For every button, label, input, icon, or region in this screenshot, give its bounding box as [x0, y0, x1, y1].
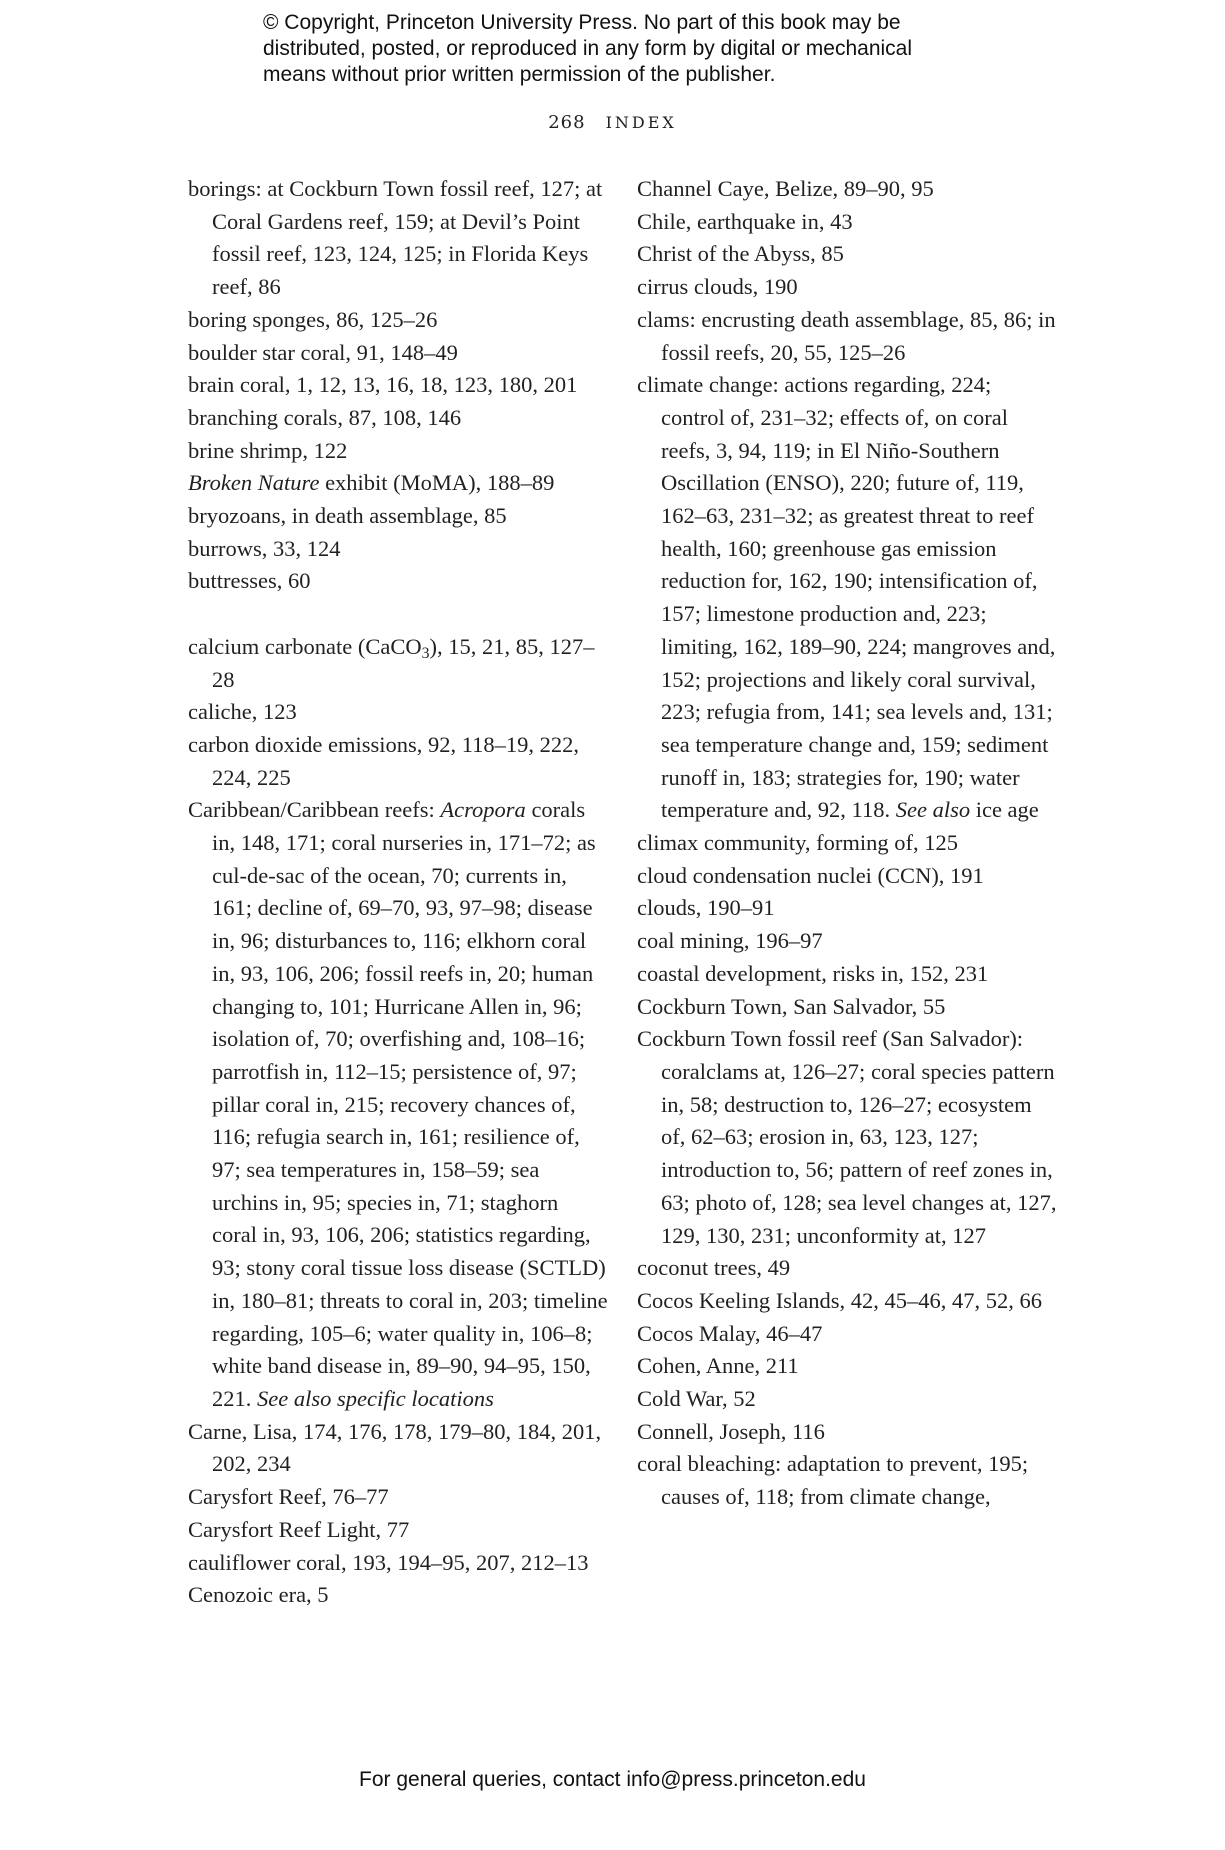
index-entry: Carysfort Reef, 76–77	[188, 1484, 389, 1510]
index-column-left	[188, 173, 608, 1612]
index-entry: buttresses, 60	[188, 568, 311, 594]
index-column-right	[637, 173, 1057, 1514]
index-entry: bryozoans, in death assemblage, 85	[188, 503, 507, 529]
index-entry	[188, 467, 608, 500]
index-entry: Christ of the Abyss, 85	[637, 241, 844, 267]
index-entry	[188, 794, 608, 1415]
index-entry: brine shrimp, 122	[188, 437, 348, 463]
index-entry: Cold War, 52	[637, 1386, 756, 1412]
index-entry: carbon dioxide emissions, 92, 118–19, 222, 224, 225	[188, 731, 580, 790]
index-entry: caliche, 123	[188, 699, 297, 725]
entry-italic: See also	[895, 797, 971, 823]
index-entry: cloud condensation nuclei (CCN), 191	[637, 862, 984, 888]
index-entry: Chile, earthquake in, 43	[637, 208, 853, 234]
index-entry: Connell, Joseph, 116	[637, 1418, 825, 1444]
index-entry: boring sponges, 86, 125–26	[188, 306, 438, 332]
entry-text: ice age	[970, 797, 1039, 823]
index-entry: Cenozoic era, 5	[188, 1582, 329, 1608]
index-entry: Carysfort Reef Light, 77	[188, 1516, 410, 1542]
index-entry: clouds, 190–91	[637, 895, 775, 921]
index-entry: coconut trees, 49	[637, 1255, 791, 1281]
footer-contact: For general queries, contact info@press.princeton.edu	[359, 1768, 866, 1791]
running-head	[0, 112, 1225, 133]
entry-text: ), 15, 21, 85, 127–28	[212, 633, 595, 692]
index-entry: Cockburn Town, San Salvador, 55	[637, 993, 946, 1019]
index-entry: borings: at Cockburn Town fossil reef, 127; at Coral Gardens reef, 159; at Devil’s Point fossil reef, 123, 124, 125; in Florida Keys reef, 86	[188, 176, 603, 300]
index-entry: Channel Caye, Belize, 89–90, 95	[637, 176, 934, 201]
copyright-line: © Copyright, Princeton University Press. No part of this book may be	[263, 11, 901, 34]
index-entry: brain coral, 1, 12, 13, 16, 18, 123, 180, 201	[188, 372, 578, 398]
index-entry: cauliflower coral, 193, 194–95, 207, 212–13	[188, 1549, 589, 1575]
entry-italic: Acropora	[440, 797, 526, 823]
entry-text: exhibit (MoMA), 188–89	[319, 470, 555, 496]
entry-text: Caribbean/Caribbean reefs:	[188, 797, 441, 823]
index-entry: Cohen, Anne, 211	[637, 1353, 799, 1379]
index-entry: clams: encrusting death assemblage, 85, 86; in fossil reefs, 20, 55, 125–26	[637, 306, 1056, 365]
entry-text: climate change: actions regarding, 224; control of, 231–32; effects of, on coral reefs, 3, 94, 119; in El Niño-Southern Oscillation (ENSO), 220; future of, 119, 162–63, 231–32; as greatest threat to reef health, 160; greenhouse gas emission reduction for, 162, 190; intensification of, 157; limestone production and, 223; limiting, 162, 189–90, 224; mangroves and, 152; projections and likely coral survival, 223; refugia from, 141; sea levels and, 131; sea temperature change and, 159; sediment runoff in, 183; strategies for, 190; water temperature and, 92, 118.	[637, 372, 1056, 823]
index-entry: Cockburn Town fossil reef (San Salvador): coralclams at, 126–27; coral species pattern in, 58; destruction to, 126–27; ecosystem of, 62–63; erosion in, 63, 123, 127; introduction to, 56; pattern of reef zones in, 63; photo of, 128; sea level changes at, 127, 129, 130, 231; unconformity at, 127	[637, 1026, 1057, 1248]
index-entry: boulder star coral, 91, 148–49	[188, 339, 458, 365]
entry-italic: See also specific locations	[257, 1386, 494, 1411]
subscript: 3	[421, 644, 430, 662]
index-entry: cirrus clouds, 190	[637, 274, 798, 300]
index-entry	[637, 369, 1057, 827]
letter-group-gap	[188, 598, 608, 631]
copyright-line: means without prior written permission of the publisher.	[263, 63, 776, 86]
index-entry: branching corals, 87, 108, 146	[188, 404, 462, 430]
index-entry: Cocos Malay, 46–47	[637, 1320, 823, 1346]
index-entry: Carne, Lisa, 174, 176, 178, 179–80, 184, 201, 202, 234	[188, 1418, 602, 1477]
index-entry: climax community, forming of, 125	[637, 830, 958, 856]
index-entry: coral bleaching: adaptation to prevent, 195; causes of, 118; from climate change,	[637, 1451, 1029, 1510]
index-entry: burrows, 33, 124	[188, 535, 341, 561]
page-number: 268	[548, 112, 586, 133]
entry-text: calcium carbonate (CaCO	[188, 633, 422, 659]
entry-italic: Broken Nature	[188, 470, 320, 496]
index-entry	[188, 631, 608, 696]
index-entry: coastal development, risks in, 152, 231	[637, 960, 989, 986]
copyright-line: distributed, posted, or reproduced in any form by digital or mechanical	[263, 37, 913, 60]
copyright-notice	[263, 10, 1023, 88]
entry-text: corals in, 148, 171; coral nurseries in, 171–72; as cul-de-sac of the ocean, 70; currents in, 161; decline of, 69–70, 93, 97–98; disease in, 96; disturbances to, 116; elkhorn coral in, 93, 106, 206; fossil reefs in, 20; human changing to, 101; Hurricane Allen in, 96; isolation of, 70; overfishing and, 108–16; parrotfish in, 112–15; persistence of, 97; pillar coral in, 215; recovery chances of, 116; refugia search in, 161; resilience of, 97; sea temperatures in, 158–59; sea urchins in, 95; species in, 71; staghorn coral in, 93, 106, 206; statistics regarding, 93; stony coral tissue loss disease (SCTLD) in, 180–81; threats to coral in, 203; timeline regarding, 105–6; water quality in, 106–8; white band disease in, 89–90, 94–95, 150, 221.	[212, 797, 608, 1411]
section-title: INDEX	[605, 113, 677, 132]
index-entry: coal mining, 196–97	[637, 928, 823, 954]
index-entry: Cocos Keeling Islands, 42, 45–46, 47, 52, 66	[637, 1287, 1042, 1313]
